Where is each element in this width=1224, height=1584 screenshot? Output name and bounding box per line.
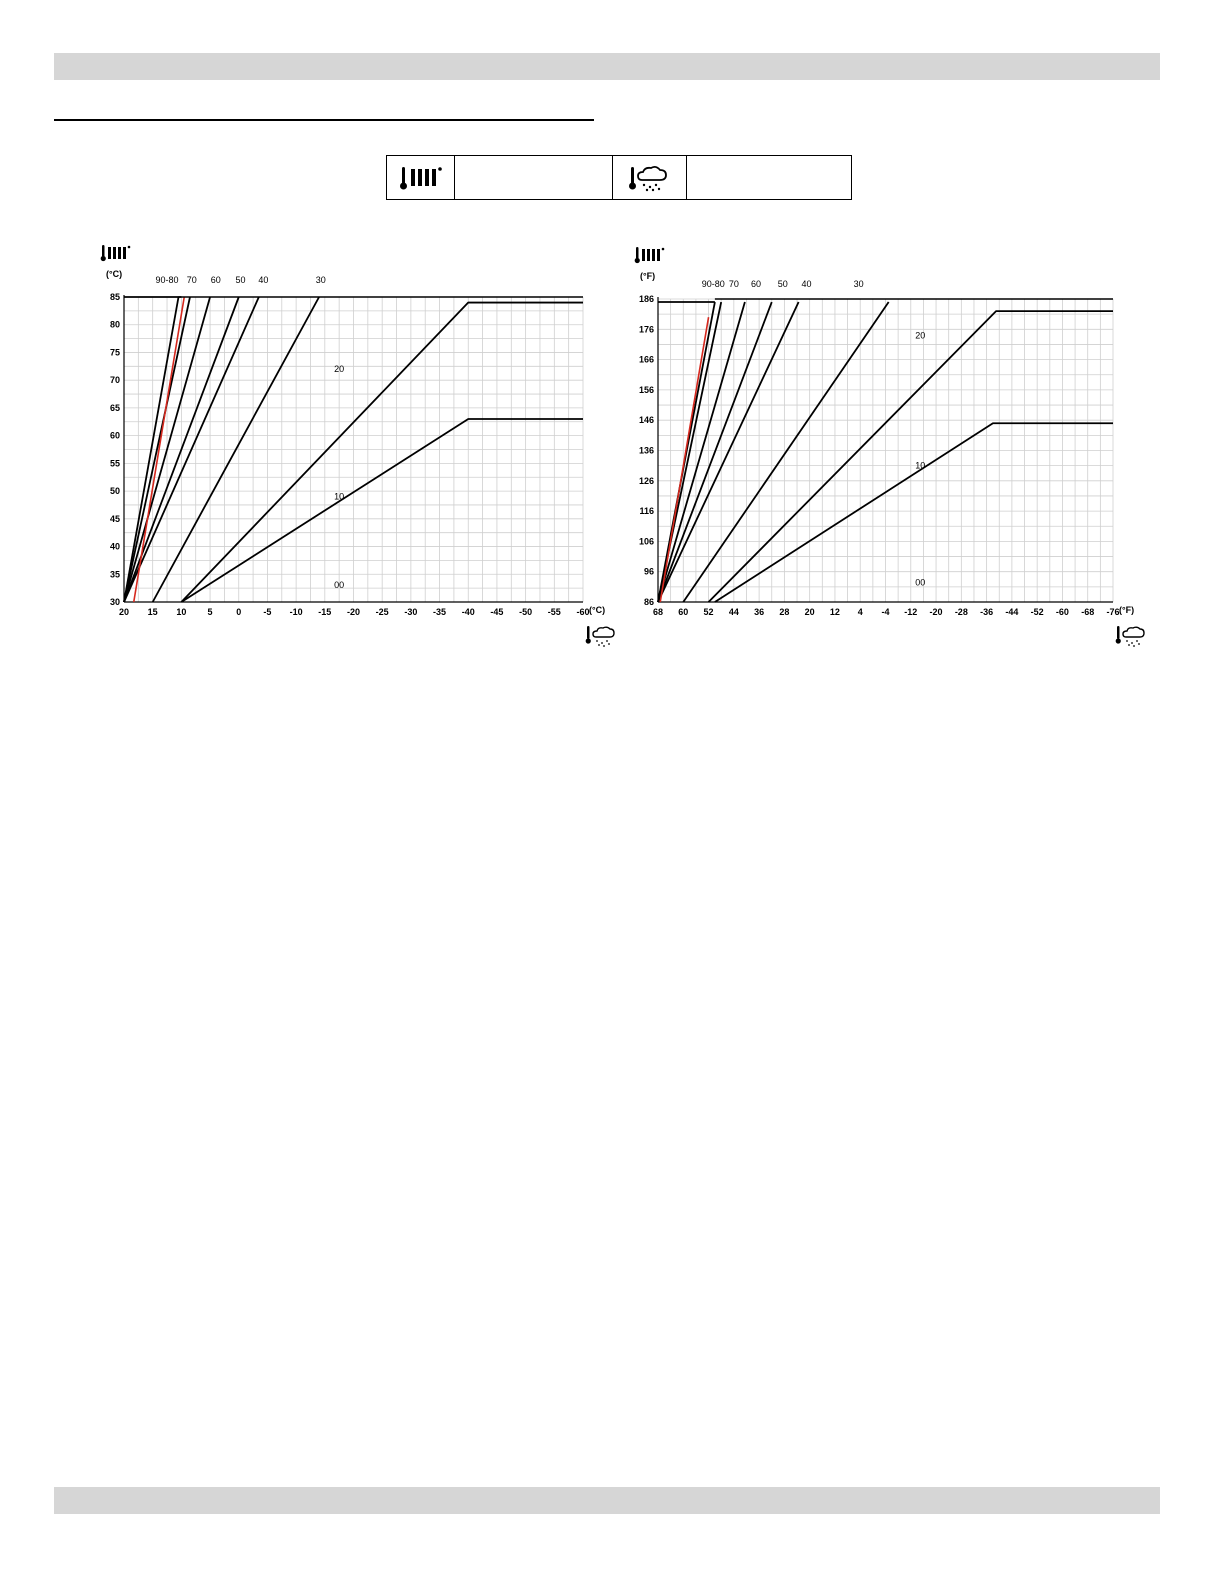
y-tick-label: 70 <box>109 375 120 386</box>
y-tick-label: 40 <box>109 541 120 552</box>
footer-band <box>54 1487 1160 1514</box>
header-band <box>54 53 1160 80</box>
y-tick-label: 45 <box>109 513 120 524</box>
x-tick-label: -76 <box>1106 607 1120 617</box>
curve-label: 40 <box>801 278 812 289</box>
y-tick-label: 60 <box>109 430 120 441</box>
y-tick-label: 80 <box>109 319 120 330</box>
y-tick-label: 176 <box>638 324 654 335</box>
x-tick-label: -20 <box>929 607 943 617</box>
x-tick-label: -44 <box>1005 607 1019 617</box>
y-tick-label: 30 <box>109 597 120 607</box>
y-tick-label: 106 <box>638 536 654 547</box>
curve-label: 60 <box>750 278 761 289</box>
curve-label: 70 <box>728 278 739 289</box>
y-tick-label: 50 <box>109 486 120 497</box>
x-tick-label: -52 <box>1030 607 1044 617</box>
curve-40 <box>658 302 799 602</box>
outdoor-weather-thermometer-icon <box>628 164 672 192</box>
x-tick-label: -4 <box>881 607 890 617</box>
curve-label: 30 <box>315 275 326 286</box>
y-tick-label: 146 <box>638 415 654 426</box>
legend-table <box>386 155 852 200</box>
x-tick-label: 60 <box>678 607 689 617</box>
chart-svg-celsius <box>94 235 606 655</box>
curve-label: 60 <box>210 275 221 286</box>
radiator-thermometer-icon <box>399 164 443 192</box>
x-tick-label: 36 <box>754 607 765 617</box>
section-title-underline <box>54 119 594 121</box>
legend-cell-radiator <box>387 156 455 199</box>
curve-label: 20 <box>334 363 345 374</box>
x-tick-label: 20 <box>804 607 815 617</box>
curve-label: 20 <box>915 330 926 341</box>
y-axis-radiator-thermometer-icon <box>101 245 131 261</box>
x-tick-label: 68 <box>652 607 664 617</box>
x-tick-label: -20 <box>346 607 361 617</box>
x-tick-label: -60 <box>1055 607 1069 617</box>
curve-label: 70 <box>186 275 197 286</box>
x-tick-label: -30 <box>404 607 418 617</box>
y-tick-label: 75 <box>109 347 120 358</box>
x-tick-label: -68 <box>1081 607 1095 617</box>
x-tick-label: 15 <box>147 607 158 617</box>
x-tick-label: 20 <box>118 607 130 617</box>
x-tick-label: 4 <box>857 607 863 617</box>
x-tick-label: -28 <box>954 607 968 617</box>
y-tick-label: 126 <box>638 475 654 486</box>
x-tick-label: 10 <box>176 607 187 617</box>
x-tick-label: -60 <box>576 607 590 617</box>
x-tick-label: -35 <box>433 607 447 617</box>
curve-label: 00 <box>915 577 926 588</box>
curve-label: 90-80 <box>155 275 179 286</box>
y-axis-unit: (°F) <box>640 271 656 281</box>
x-tick-label: -15 <box>318 607 332 617</box>
curve-label: 40 <box>258 275 269 286</box>
x-axis-unit: (°C) <box>589 605 606 615</box>
chart-svg-fahrenheit <box>626 235 1156 655</box>
y-tick-label: 65 <box>109 402 120 413</box>
curve-label: 10 <box>334 491 345 502</box>
curve-label: 50 <box>777 278 788 289</box>
y-tick-label: 85 <box>109 292 120 302</box>
heating-curve-chart-celsius <box>94 235 606 655</box>
curve-10 <box>715 423 1113 602</box>
x-axis-unit: (°F) <box>1119 605 1135 615</box>
chart-grid <box>124 297 583 602</box>
x-tick-label: -25 <box>375 607 389 617</box>
x-axis-outdoor-weather-thermometer-icon <box>586 626 614 647</box>
y-tick-label: 35 <box>109 569 120 580</box>
y-tick-label: 86 <box>643 597 654 607</box>
y-tick-label: 166 <box>638 354 654 365</box>
curve-label: 30 <box>853 278 864 289</box>
x-tick-label: 28 <box>779 607 790 617</box>
x-tick-label: 0 <box>236 607 242 617</box>
legend-cell-outdoor <box>613 156 687 199</box>
curve-label: 90-80 <box>701 278 725 289</box>
x-tick-label: 52 <box>703 607 714 617</box>
x-tick-label: -50 <box>519 607 533 617</box>
y-axis-radiator-thermometer-icon <box>635 247 665 263</box>
y-axis-unit: (°C) <box>106 269 123 279</box>
x-tick-label: 12 <box>829 607 840 617</box>
y-tick-label: 55 <box>109 458 120 469</box>
curve-label: 10 <box>915 460 926 471</box>
heating-curve-chart-fahrenheit <box>626 235 1156 655</box>
x-tick-label: -55 <box>547 607 561 617</box>
x-tick-label: 5 <box>207 607 213 617</box>
x-tick-label: -36 <box>980 607 994 617</box>
x-tick-label: -5 <box>263 607 272 617</box>
legend-cell-value-2 <box>687 156 851 199</box>
x-axis-outdoor-weather-thermometer-icon <box>1116 626 1144 647</box>
y-tick-label: 116 <box>639 506 654 517</box>
x-tick-label: -12 <box>904 607 918 617</box>
y-tick-label: 186 <box>638 294 654 304</box>
y-tick-label: 96 <box>643 566 654 577</box>
x-tick-label: 44 <box>728 607 739 617</box>
legend-cell-value-1 <box>455 156 613 199</box>
x-tick-label: -40 <box>461 607 475 617</box>
chart-grid <box>658 299 1113 602</box>
curve-label: 50 <box>235 275 246 286</box>
y-tick-label: 136 <box>638 445 654 456</box>
x-tick-label: -45 <box>490 607 504 617</box>
curve-label: 00 <box>334 580 345 591</box>
y-tick-label: 156 <box>638 384 654 395</box>
x-tick-label: -10 <box>289 607 303 617</box>
